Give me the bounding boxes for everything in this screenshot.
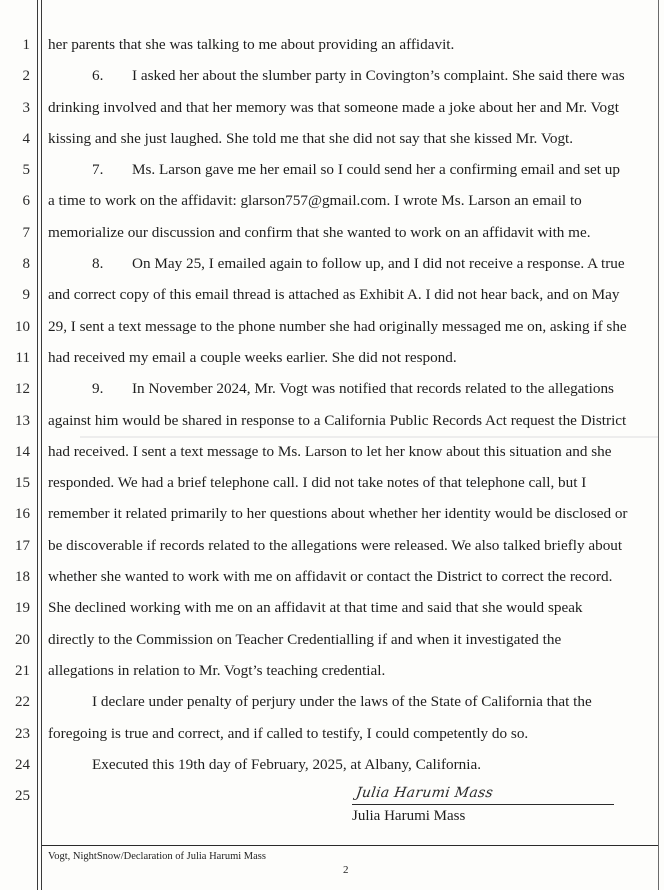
text-line-17: [48, 537, 658, 568]
line-text: Ms. Larson gave me her email so I could send her a confirming email and set up: [132, 161, 620, 179]
line-text: In November 2024, Mr. Vogt was notified that records related to the allegations: [132, 380, 614, 398]
line-text: a time to work on the affidavit: glarson757@gmail.com. I wrote Ms. Larson an email to: [48, 192, 582, 210]
line-text: had received my email a couple weeks earlier. She did not respond.: [48, 348, 457, 366]
text-line-21: [48, 662, 658, 693]
line-number: 16: [15, 506, 30, 523]
line-number: 6: [22, 193, 30, 210]
line-number: 21: [15, 662, 30, 679]
line-text: responded. We had a brief telephone call. I did not take notes of that telephone call, but I: [48, 474, 587, 492]
line-text: allegations in relation to Mr. Vogt’s teaching credential.: [48, 661, 386, 679]
text-line-5: [48, 161, 658, 192]
text-line-24: [48, 756, 658, 787]
line-number: 4: [22, 130, 30, 147]
footer-caption: Vogt, NightSnow/Declaration of Julia Harumi Mass: [48, 851, 266, 862]
text-line-23: [48, 725, 658, 756]
line-number: 22: [15, 694, 30, 711]
text-line-11: [48, 349, 658, 380]
text-line-7: [48, 224, 658, 255]
line-number: 7: [22, 224, 30, 241]
line-number: 8: [22, 256, 30, 273]
line-text: and correct copy of this email thread is attached as Exhibit A. I did not hear back, and on May: [48, 286, 620, 304]
text-line-8: [48, 255, 658, 286]
line-text: foregoing is true and correct, and if called to testify, I could competently do so.: [48, 724, 529, 742]
text-line-6: [48, 192, 658, 223]
line-text: be discoverable if records related to the allegations were released. We also talked briefly about: [48, 536, 623, 554]
line-text: She declined working with me on an affidavit at that time and said that she would speak: [48, 599, 583, 617]
margin-rule-outer: [37, 0, 38, 890]
line-text: 29, I sent a text message to the phone number she had originally messaged me on, asking if she: [48, 317, 627, 335]
line-number: 20: [15, 631, 30, 648]
declaration-body: [48, 36, 658, 787]
text-line-4: [48, 130, 658, 161]
line-number: 3: [22, 99, 30, 116]
paragraph-number: 6.: [92, 67, 104, 85]
text-line-20: [48, 631, 658, 662]
text-line-19: [48, 599, 658, 630]
line-text: whether she wanted to work with me on affidavit or contact the District to correct the record.: [48, 568, 613, 586]
margin-rule-inner: [41, 0, 42, 890]
line-text: Executed this 19th day of February, 2025, at Albany, California.: [92, 755, 482, 773]
text-line-3: [48, 99, 658, 130]
line-number: 9: [22, 287, 30, 304]
text-line-18: [48, 568, 658, 599]
text-line-14: [48, 443, 658, 474]
line-numbers: [0, 36, 30, 818]
footer-rule: [42, 845, 658, 846]
signature-block: [352, 784, 614, 825]
line-number: 12: [15, 381, 30, 398]
paragraph-number: 7.: [92, 161, 104, 179]
line-number: 11: [15, 349, 30, 366]
signatory-name: Julia Harumi Mass: [352, 808, 466, 824]
line-number: 13: [15, 412, 30, 429]
paragraph-number: 9.: [92, 380, 104, 398]
line-text: memorialize our discussion and confirm that she wanted to work on an affidavit with me.: [48, 223, 591, 241]
line-text: her parents that she was talking to me about providing an affidavit.: [48, 36, 455, 53]
line-number: 14: [15, 443, 30, 460]
text-line-16: [48, 505, 658, 536]
line-text: I asked her about the slumber party in Covington’s complaint. She said there was: [132, 67, 625, 85]
text-line-12: [48, 380, 658, 411]
line-number: 23: [15, 725, 30, 742]
line-number: 18: [15, 569, 30, 586]
line-number: 25: [15, 788, 30, 805]
line-number: 2: [22, 68, 30, 85]
text-line-15: [48, 474, 658, 505]
line-number: 24: [15, 756, 30, 773]
line-text: against him would be shared in response to a California Public Records Act request the District: [48, 411, 627, 429]
line-number: 10: [15, 318, 30, 335]
line-number: 1: [22, 37, 30, 53]
line-text: had received. I sent a text message to Ms. Larson to let her know about this situation and she: [48, 442, 612, 460]
text-line-1: [48, 36, 658, 67]
line-number: 17: [15, 537, 30, 554]
text-line-2: [48, 67, 658, 98]
line-number: 5: [22, 162, 30, 179]
line-number: 19: [15, 600, 30, 617]
paragraph-number: 8.: [92, 255, 104, 273]
line-number: 15: [15, 475, 30, 492]
line-text: I declare under penalty of perjury under the laws of the State of California that the: [92, 693, 592, 711]
text-line-13: [48, 412, 658, 443]
signature-line: [352, 804, 614, 805]
line-text: On May 25, I emailed again to follow up, and I did not receive a response. A true: [132, 255, 625, 273]
handwritten-signature: Julia Harumi Mass: [354, 785, 495, 801]
text-line-22: [48, 693, 658, 724]
line-text: directly to the Commission on Teacher Credentialling if and when it investigated the: [48, 630, 562, 648]
line-text: kissing and she just laughed. She told me that she did not say that she kissed Mr. Vogt.: [48, 129, 574, 147]
margin-rule-right: [658, 0, 659, 890]
text-line-10: [48, 318, 658, 349]
line-text: drinking involved and that her memory was that someone made a joke about her and Mr. Vogt: [48, 98, 619, 116]
page-number: 2: [343, 864, 349, 876]
text-line-9: [48, 286, 658, 317]
line-text: remember it related primarily to her questions about whether her identity would be disclosed or: [48, 505, 628, 523]
